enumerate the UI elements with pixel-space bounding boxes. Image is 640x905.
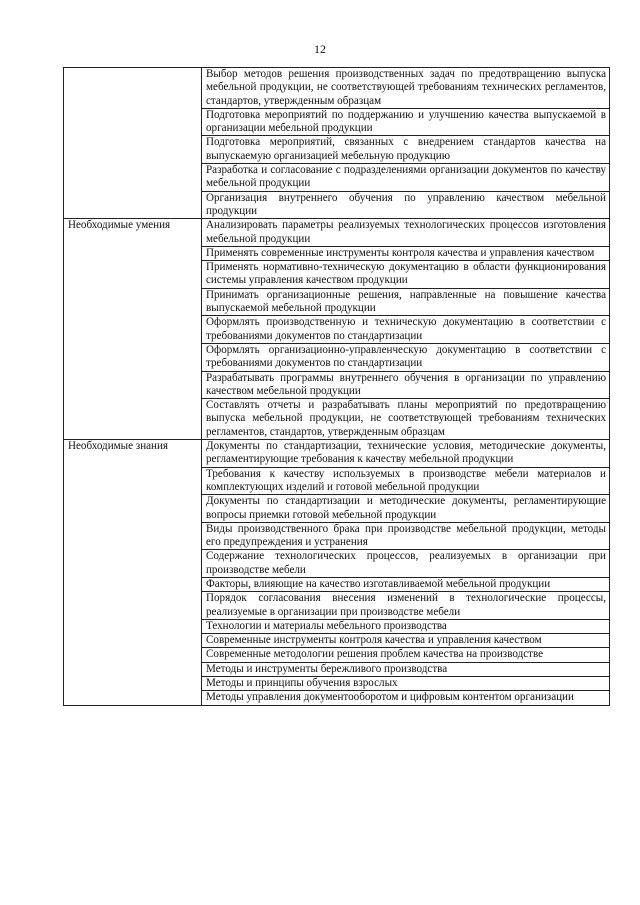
requirement-item-cell (202, 343, 610, 371)
requirement-item-cell (202, 634, 610, 648)
requirement-item-cell (202, 219, 610, 247)
requirement-item-text: Применять современные инструменты контроля качества и управления качеством (206, 246, 595, 259)
requirements-table-body (64, 68, 610, 706)
requirement-item-text: Современные инструменты контроля качества и управления качеством (206, 634, 542, 647)
requirement-item-cell (202, 550, 610, 578)
requirement-item-cell (202, 691, 610, 705)
requirement-item-text: Составлять отчеты и разрабатывать планы мероприятий по предотвращению выпуска мебельной продукции, не соответствующей требованиям технических регламентов, стандартов, утвержденным образцам (206, 399, 606, 438)
requirement-item-cell (202, 648, 610, 662)
section-label: Необходимые знания (68, 440, 169, 453)
section-label-cell (64, 219, 202, 440)
requirement-item-cell (202, 191, 610, 219)
section-label-cell (64, 68, 202, 219)
requirement-item-text: Оформлять производственную и техническую документацию в соответствии с требованиями документов по стандартизации (206, 316, 606, 342)
table-row (64, 68, 610, 109)
requirement-item-text: Применять нормативно-техническую документацию в области функционирования системы управления качеством продукции (206, 261, 606, 287)
requirement-item-text: Виды производственного брака при производстве мебельной продукции, методы его предупреждения и устранения (206, 522, 606, 549)
requirement-item-cell (202, 68, 610, 109)
requirement-item-cell (202, 662, 610, 676)
requirement-item-text: Технологии и материалы мебельного производства (206, 619, 447, 632)
requirement-item-text: Разрабатывать программы внутреннего обучения в организации по управлению качеством мебельной продукции (206, 371, 606, 397)
requirement-item-text: Подготовка мероприятий, связанных с внедрением стандартов качества на выпускаемую организацией мебельную продукцию (206, 136, 606, 162)
requirement-item-text: Организация внутреннего обучения по управлению качеством мебельной продукции (206, 191, 606, 217)
requirements-table (63, 67, 610, 706)
requirement-item-text: Факторы, влияющие на качество изготавливаемой мебельной продукции (206, 577, 551, 590)
requirement-item-cell (202, 495, 610, 523)
table-row (64, 219, 610, 247)
requirement-item-cell (202, 261, 610, 289)
page-number: 12 (314, 42, 326, 56)
requirement-item-cell (202, 246, 610, 260)
requirement-item-cell (202, 316, 610, 344)
requirement-item-cell (202, 577, 610, 591)
requirement-item-cell (202, 108, 610, 136)
requirement-item-text: Выбор методов решения производственных задач по предотвращению выпуска мебельной продукции, не соответствующей требованиям технических регламентов, стандартов, утвержденным образцам (206, 68, 606, 107)
requirement-item-cell (202, 440, 610, 468)
requirement-item-cell (202, 522, 610, 550)
requirement-item-cell (202, 136, 610, 164)
requirement-item-cell (202, 288, 610, 316)
requirement-item-text: Разработка и согласование с подразделениями организации документов по качеству мебельной продукции (206, 164, 606, 190)
table-row (64, 440, 610, 468)
requirement-item-text: Современные методологии решения проблем качества на производстве (206, 648, 544, 661)
requirement-item-text: Методы и принципы обучения взрослых (206, 677, 398, 690)
requirement-item-text: Подготовка мероприятий по поддержанию и улучшению качества выпускаемой в организации мебельной продукции (206, 108, 606, 135)
requirement-item-text: Принимать организационные решения, направленные на повышение качества выпускаемой мебельной продукции (206, 288, 606, 315)
requirement-item-cell (202, 371, 610, 399)
section-label: Необходимые умения (68, 219, 171, 232)
requirement-item-text: Содержание технологических процессов, реализуемых в организации при производстве мебели (206, 550, 606, 576)
requirement-item-cell (202, 592, 610, 620)
requirement-item-cell (202, 467, 610, 495)
requirement-item-text: Анализировать параметры реализуемых технологических процессов изготовления мебельной продукции (206, 219, 606, 245)
requirement-item-text: Требования к качеству используемых в производстве мебели материалов и комплектующих изделий и готовой мебельной продукции (206, 467, 606, 493)
requirement-item-text: Документы по стандартизации, технические условия, методические документы, регламентирующие требования к качеству мебельной продукции (206, 440, 606, 466)
requirement-item-text: Методы и инструменты бережливого производства (206, 662, 448, 675)
section-label-cell (64, 440, 202, 706)
requirement-item-text: Документы по стандартизации и методические документы, регламентирующие вопросы приемки готовой мебельной продукции (206, 495, 606, 521)
requirement-item-cell (202, 677, 610, 691)
requirement-item-text: Оформлять организационно-управленческую документацию в соответствии с требованиями документов по стандартизации (206, 343, 606, 370)
requirement-item-cell (202, 164, 610, 192)
requirement-item-cell (202, 399, 610, 440)
requirement-item-cell (202, 619, 610, 633)
requirement-item-text: Порядок согласования внесения изменений в технологические процессы, реализуемые в организации при производстве мебели (206, 592, 606, 618)
requirement-item-text: Методы управления документооборотом и цифровым контентом организации (206, 691, 574, 704)
